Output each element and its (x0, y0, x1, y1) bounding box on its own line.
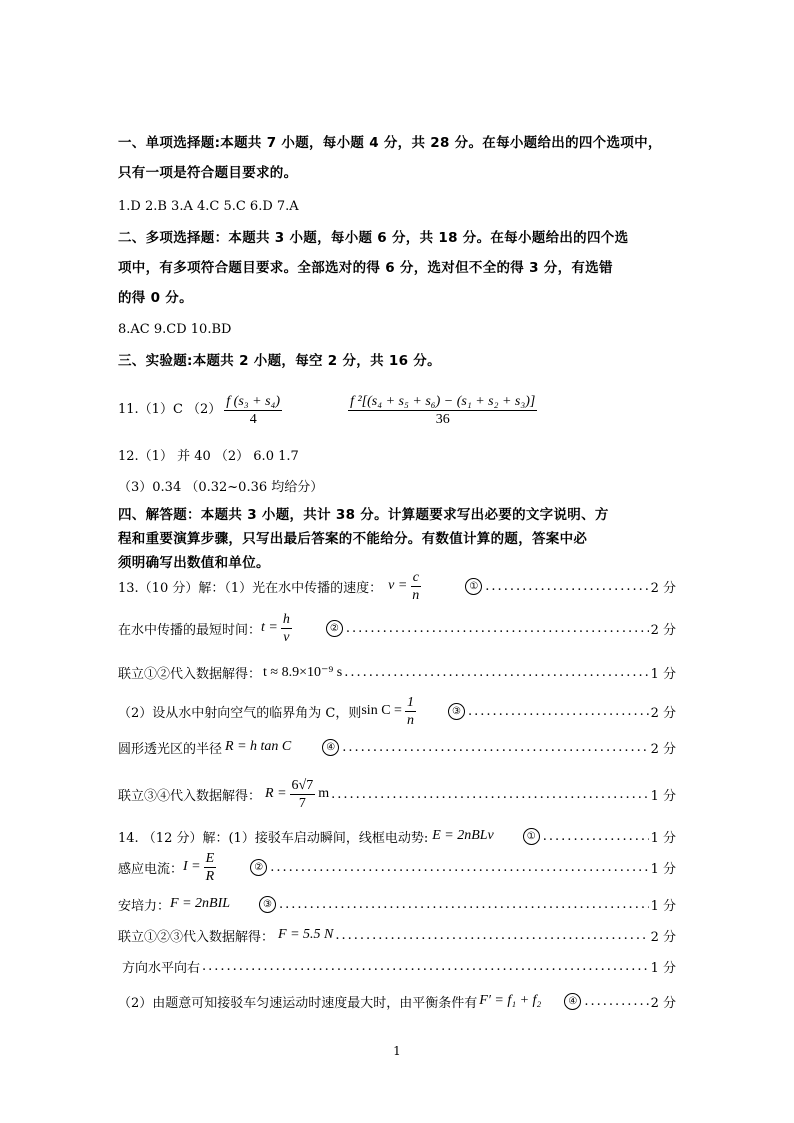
q13-l4-fraction (405, 694, 416, 729)
q13-l5-formula: R = h tan C (225, 739, 292, 754)
q13-l6-text: 联立③④代入数据解得： (118, 788, 262, 804)
section4-heading-line3: 须明确写出数值和单位。 (118, 555, 270, 571)
q13-l2-num: h (282, 611, 290, 627)
q13-l1-fraction (410, 569, 421, 604)
section1-heading-line2: 只有一项是符合题目要求的。 (118, 165, 298, 181)
q13-l1-lhs: v = (388, 578, 408, 593)
q13-l6-points: 1 分 (650, 788, 676, 804)
section2-heading-line2: 项中，有多项符合题目要求。全部选对的得 6 分，选对但不全的得 3 分，有选错 (118, 260, 613, 276)
page-number: 1 (393, 1044, 401, 1058)
q11-fraction2-denominator: 36 (435, 411, 450, 427)
q13-l3-points: 1 分 (650, 666, 676, 682)
q14-l6-points: 2 分 (650, 995, 676, 1011)
q14-l3-text: 安培力： (118, 898, 171, 914)
q14-l4-text: 联立①②③代入数据解得： (118, 929, 275, 945)
q12-answer-line2: （3）0.34 （0.32~0.36 均给分） (118, 480, 324, 495)
q11-fraction2-numerator: f ²[(s₄ + s₅ + s₆) − (s₁ + s₂ + s₃)] (350, 393, 536, 409)
q13-l2-mark: ② (326, 620, 343, 637)
q13-l2-den: v (283, 629, 290, 645)
section4-heading-line2: 程和重要演算步骤，只写出最后答案的不能给分。有数值计算的题，答案中必 (118, 531, 588, 547)
q13-l6-den: 7 (298, 795, 306, 811)
q14-line3 (118, 894, 676, 914)
q14-line6 (118, 990, 676, 1012)
q14-l2-text: 感应电流： (118, 861, 184, 877)
q13-line4 (118, 692, 676, 730)
q14-l2-num: E (205, 850, 215, 866)
q14-l2-fraction (204, 850, 217, 885)
q13-line3 (118, 662, 676, 682)
q14-l4-formula: F = 5.5 N (278, 927, 334, 942)
section1-answers: 1.D 2.B 3.A 4.C 5.C 6.D 7.A (118, 199, 299, 214)
q13-l6-fraction (290, 777, 316, 812)
q12-answer-line1: 12.（1） 并 40 （2） 6.0 1.7 (118, 449, 299, 464)
q14-l2-mark: ② (250, 859, 267, 876)
q14-l2-lhs: I = (183, 859, 201, 874)
q11-answer (118, 392, 540, 428)
q13-l1-mark: ① (465, 578, 482, 595)
q13-l4-text: （2）设从水中射向空气的临界角为 C，则 (118, 705, 362, 721)
q11-fraction1-denominator: 4 (249, 411, 257, 427)
q13-l4-points: 2 分 (650, 705, 676, 721)
q14-line2 (118, 848, 676, 886)
q13-l2-points: 2 分 (650, 622, 676, 638)
section3-heading: 三、实验题:本题共 2 小题，每空 2 分，共 16 分。 (118, 353, 441, 369)
q13-l5-mark: ④ (322, 739, 339, 756)
q13-l6-lhs: R = (265, 786, 287, 801)
q14-l2-den: R (205, 868, 215, 884)
q14-l3-mark: ③ (259, 896, 276, 913)
q14-l1-formula: E = 2nBLv (432, 828, 494, 843)
q14-l1-mark: ① (523, 828, 540, 845)
q13-l2-fraction (281, 611, 292, 646)
q13-l1-den: n (412, 587, 420, 603)
q14-line1 (118, 826, 676, 846)
section2-answers: 8.AC 9.CD 10.BD (118, 322, 232, 337)
q14-l3-points: 1 分 (650, 898, 676, 914)
q13-line2 (118, 609, 676, 647)
q14-l3-formula: F = 2nBIL (170, 896, 231, 911)
q13-l4-lhs: sin C = (361, 703, 402, 718)
q14-l6-mark: ④ (564, 993, 581, 1010)
section1-heading-line1: 一、单项选择题:本题共 7 小题，每小题 4 分，共 28 分。在每小题给出的四个选项中， (118, 135, 662, 151)
q14-l2-points: 1 分 (650, 861, 676, 877)
q13-l2-text: 在水中传播的最短时间： (118, 622, 262, 638)
q13-l4-num: 1 (406, 694, 414, 710)
q14-l6-formula: F′ = f₁ + f₂ (479, 993, 542, 1008)
q13-l6-num: 6√7 (291, 777, 314, 793)
q14-l6-text: （2）由题意可知接驳车匀速运动时速度最大时，由平衡条件有 (118, 995, 478, 1011)
q13-l2-lhs: t = (261, 620, 278, 635)
q14-l5-text: 方向水平向右 (122, 960, 201, 976)
q13-l1-text: 13.（10 分）解：（1）光在水中传播的速度： (118, 580, 383, 596)
q11-prefix: 11.（1）C （2） (118, 402, 222, 417)
q13-l4-den: n (406, 712, 414, 728)
q14-l5-points: 1 分 (650, 960, 676, 976)
q13-l1-points: 2 分 (650, 580, 676, 596)
q13-l3-formula: t ≈ 8.9×10⁻⁹ s (263, 664, 343, 680)
q13-l5-points: 2 分 (650, 741, 676, 757)
q11-fraction2 (348, 393, 537, 428)
q13-l4-mark: ③ (448, 703, 465, 720)
q14-line4 (118, 925, 676, 945)
q13-line1 (118, 568, 676, 604)
q14-line5 (122, 956, 676, 976)
q13-line5 (118, 737, 676, 757)
q13-l5-text: 圆形透光区的半径 (118, 741, 223, 757)
section4-heading-line1: 四、解答题：本题共 3 小题，共计 38 分。计算题要求写出必要的文字说明、方 (118, 507, 609, 523)
q11-fraction1 (224, 393, 282, 428)
q11-fraction1-numerator: f (s₃ + s₄) (226, 393, 281, 409)
q13-line6 (118, 772, 676, 816)
q14-l1-text: 14. （12 分）解：(1）接驳车启动瞬间，线框电动势: (118, 830, 429, 846)
section2-heading-line1: 二、多项选择题：本题共 3 小题，每小题 6 分，共 18 分。在每小题给出的四个选 (118, 230, 629, 246)
q14-l4-points: 2 分 (650, 929, 676, 945)
section2-heading-line3: 的得 0 分。 (118, 290, 193, 306)
q14-l1-points: 1 分 (650, 830, 676, 846)
q13-l1-num: c (412, 569, 419, 585)
q13-l6-unit: m (318, 786, 330, 801)
q13-l3-text: 联立①②代入数据解得： (118, 666, 262, 682)
